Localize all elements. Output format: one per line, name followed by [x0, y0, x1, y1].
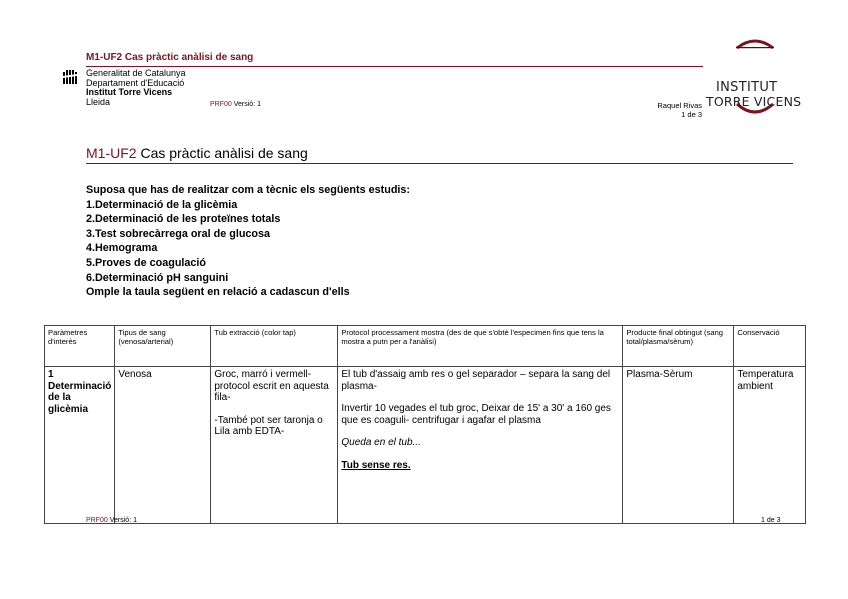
cell-product[interactable]: Plasma-Sèrum [623, 367, 734, 524]
table-header-row [45, 326, 806, 367]
intro-line: 2.Determinació de les proteïnes totals [86, 213, 281, 226]
header-blood-type: Tipus de sang (venosa/arterial) [115, 326, 211, 367]
cell-conservation[interactable]: Temperatura ambient [734, 367, 806, 524]
header-author-block [620, 101, 702, 119]
intro-line: 5.Proves de coagulació [86, 256, 207, 269]
analysis-table [44, 325, 806, 524]
intro-line: Suposa que has de realitzar com a tècnic els següents estudis: [86, 184, 411, 196]
org-line-2: Departament d'Educació [86, 77, 185, 88]
intro-line: 1.Determinació de la glicèmia [86, 198, 238, 211]
header-version-text: Versió: 1 [233, 101, 261, 108]
footer-doc-code: PRF00 [86, 517, 108, 524]
document-title-code: M1-UF2 [86, 145, 137, 161]
header-author: Raquel Rivas [657, 101, 702, 110]
org-line-3: Institut Torre Vicens [86, 87, 173, 97]
protocol-text-3: Queda en el tub... [341, 437, 421, 448]
parameter-number: 1 [48, 369, 54, 380]
header-tube: Tub extracció (color tap) [211, 326, 338, 367]
header-divider [86, 66, 703, 67]
footer-version-text: Versió: 1 [109, 517, 137, 524]
footer-page: 1 de 3 [761, 517, 781, 524]
header-product: Producte final obtingut (sang total/plasma/sèrum) [623, 326, 734, 367]
header-organization [86, 69, 186, 107]
intro-line: 3.Test sobrecàrrega oral de glucosa [86, 227, 271, 240]
cell-parameter[interactable] [45, 367, 115, 524]
institute-logo-line-1: INSTITUT [716, 80, 778, 95]
org-line-4: Lleida [86, 96, 111, 107]
cell-blood-type[interactable]: Venosa [115, 367, 211, 524]
intro-line: 6.Determinació pH sanguini [86, 271, 229, 284]
header-page: 1 de 3 [681, 110, 702, 119]
cell-tube[interactable] [211, 367, 338, 524]
org-line-1: Generalitat de Catalunya [86, 68, 186, 78]
document-title-text: Cas pràctic anàlisi de sang [136, 145, 308, 161]
header-title: M1-UF2 Cas pràctic anàlisi de sang [86, 52, 254, 63]
footer-version [86, 517, 137, 524]
tube-text-2: -També pot ser taronja o Lila amb EDTA- [214, 414, 323, 437]
document-title-divider [86, 163, 793, 164]
protocol-text-1: El tub d'assaig amb res o gel separador – separa la sang del plasma- [341, 369, 611, 392]
tube-text-1: Groc, marró i vermell- protocol escrit en aquesta fila- [214, 369, 329, 403]
parameter-name: Determinació de la glicèmia [48, 380, 112, 415]
document-title [86, 145, 308, 161]
cell-protocol[interactable] [338, 367, 623, 524]
protocol-text-4: Tub sense res. [341, 459, 411, 471]
intro-instructions [86, 183, 410, 300]
intro-line: Omple la taula següent en relació a cadascun d'ells [86, 286, 350, 299]
header-conservation: Conservació [734, 326, 806, 367]
intro-line: 4.Hemograma [86, 242, 158, 255]
header-parameters: Paràmetres d'interès [45, 326, 115, 367]
protocol-text-2: Invertir 10 vegades el tub groc, Deixar de 15' a 30' a 160 ges que es coaguli- centrifugar i agafar el plasma [341, 403, 611, 426]
header-version [210, 101, 261, 108]
institute-logo-line-2: TORRE VICENS [706, 94, 802, 109]
table-row [45, 367, 806, 524]
header-protocol: Protocol processament mostra (des de que s'obtè l'especimen fins que tens la mostra a putn per a l'anàlisi) [338, 326, 623, 367]
gencat-logo-icon [63, 70, 77, 84]
header-doc-code: PRF00 [210, 101, 232, 108]
